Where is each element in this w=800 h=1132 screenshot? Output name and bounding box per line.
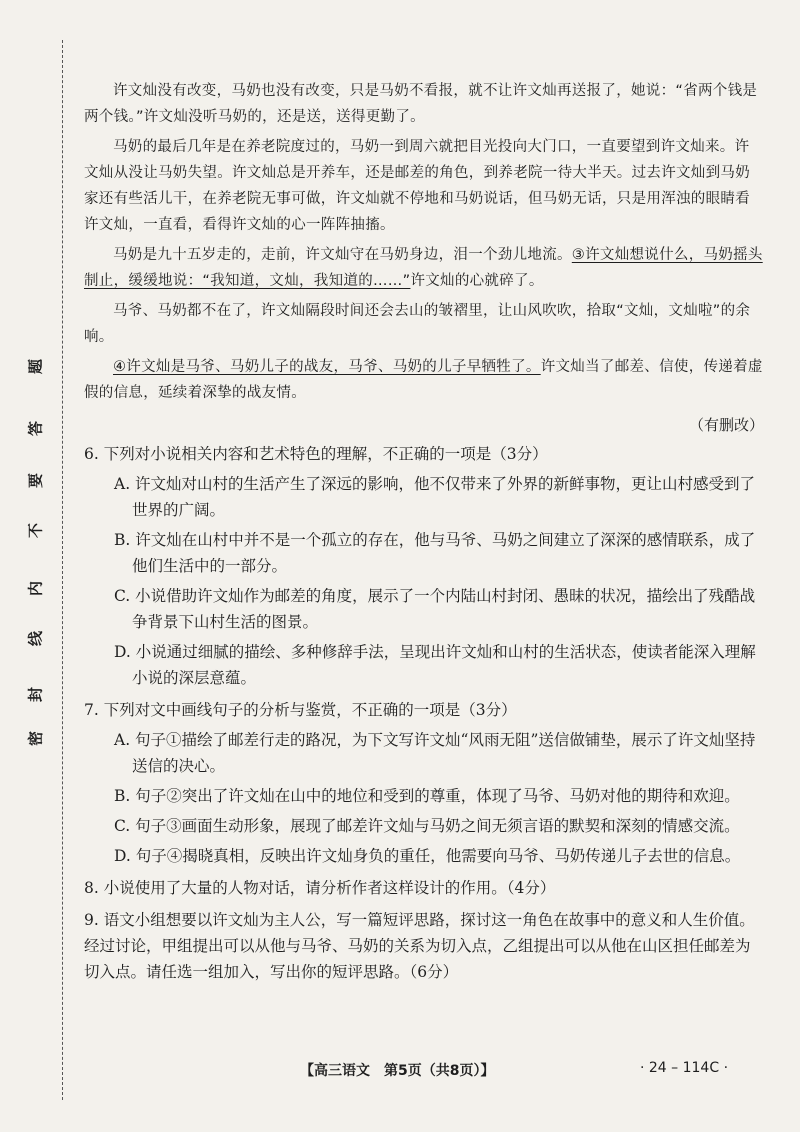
question-7-stem: 7. 下列对文中画线句子的分析与鉴赏，不正确的一项是（3分）	[84, 701, 517, 719]
question-6-stem: 6. 下列对小说相关内容和艺术特色的理解，不正确的一项是（3分）	[84, 445, 548, 463]
margin-char: 答	[26, 421, 45, 437]
question-7-option-b: B. 句子②突出了许文灿在山中的地位和受到的尊重，体现了马爷、马奶对他的期待和欢迎。	[114, 787, 740, 805]
story-paragraph	[84, 354, 764, 406]
margin-char: 密	[26, 731, 45, 747]
question-6-option-c: C. 小说借助许文灿作为邮差的角度，展示了一个内陆山村封闭、愚昧的状况，描绘出了残酷战争背景下山村生活的图景。	[114, 587, 756, 631]
main-content	[84, 78, 764, 985]
story-paragraph: 马奶的最后几年是在养老院度过的，马奶一到周六就把目光投向大门口，一直要望到许文灿来。许文灿从没让马奶失望。许文灿总是开养车，还是邮差的角色，到养老院一待大半天。过去许文灿到马奶家还有些活儿干，在养老院无事可做，许文灿就不停地和马奶说话，但马奶无话，只是用浑浊的眼睛看许文灿，一直看，看得许文灿的心一阵阵抽搐。	[84, 139, 750, 233]
story-text: 马奶是九十五岁走的，走前，许文灿守在马奶身边，泪一个劲儿地流。	[113, 247, 572, 263]
question-8: 8. 小说使用了大量的人物对话，请分析作者这样设计的作用。（4分）	[84, 879, 556, 897]
margin-char: 题	[26, 359, 45, 375]
margin-char: 要	[26, 473, 45, 489]
story-text: 许文灿当了邮差、信使，传递着虚假的信息，延续着深挚的战友情。	[84, 359, 763, 401]
question-7-option-d: D. 句子④揭晓真相，反映出许文灿身负的重任，他需要向马爷、马奶传递儿子去世的信息。	[114, 847, 741, 865]
source-note: （有删改）	[688, 416, 764, 434]
margin-char: 线	[26, 631, 45, 647]
binding-margin-notice	[20, 0, 50, 1132]
margin-char: 封	[26, 687, 45, 703]
margin-char: 不	[26, 523, 45, 539]
margin-char: 内	[26, 581, 45, 597]
question-7-option-a: A. 句子①描绘了邮差行走的路况，为下文写许文灿“风雨无阻”送信做铺垫，展示了许文灿坚持送信的决心。	[114, 731, 756, 775]
story-paragraph: 马爷、马奶都不在了，许文灿隔段时间还会去山的皱褶里，让山风吹吹，拾取“文灿，文灿啦”的余响。	[84, 303, 751, 345]
question-7-option-c: C. 句子③画面生动形象，展现了邮差许文灿与马奶之间无须言语的默契和深刻的情感交流。	[114, 817, 740, 835]
story-text: 许文灿的心就碎了。	[410, 273, 544, 289]
question-6-option-b: B. 许文灿在山村中并不是一个孤立的存在，他与马爷、马奶之间建立了深深的感情联系，成了他们生活中的一部分。	[114, 531, 756, 575]
exam-code: · 24 – 114C ·	[640, 1060, 729, 1076]
binding-line	[62, 40, 63, 1100]
question-6-option-d: D. 小说通过细腻的描绘、多种修辞手法，呈现出许文灿和山村的生活状态，使读者能深入理解小说的深层意蕴。	[114, 643, 756, 687]
underlined-sentence-4: ④许文灿是马爷、马奶儿子的战友，马爷、马奶的儿子早牺牲了。	[113, 359, 541, 375]
story-paragraph	[84, 242, 764, 294]
story-paragraph: 许文灿没有改变，马奶也没有改变，只是马奶不看报，就不让许文灿再送报了，她说：“省两个钱是两个钱。”许文灿没听马奶的，还是送，送得更勤了。	[84, 83, 758, 125]
underlined-sentence-3: ③许文灿想说什么，马奶摇头制止，缓缓地说：“我知道，文灿，我知道的……”	[84, 247, 763, 289]
page-number-label: 【高三语文 第5页（共8页）】	[300, 1063, 495, 1079]
question-6-option-a: A. 许文灿对山村的生活产生了深远的影响，他不仅带来了外界的新鲜事物，更让山村感受到了世界的广阔。	[114, 475, 756, 519]
question-9: 9. 语文小组想要以许文灿为主人公，写一篇短评思路，探讨这一角色在故事中的意义和人生价值。经过讨论，甲组提出可以从他与马爷、马奶的关系为切入点，乙组提出可以从他在山区担任邮差为切入点。请任选一组加入，写出你的短评思路。（6分）	[84, 911, 755, 981]
